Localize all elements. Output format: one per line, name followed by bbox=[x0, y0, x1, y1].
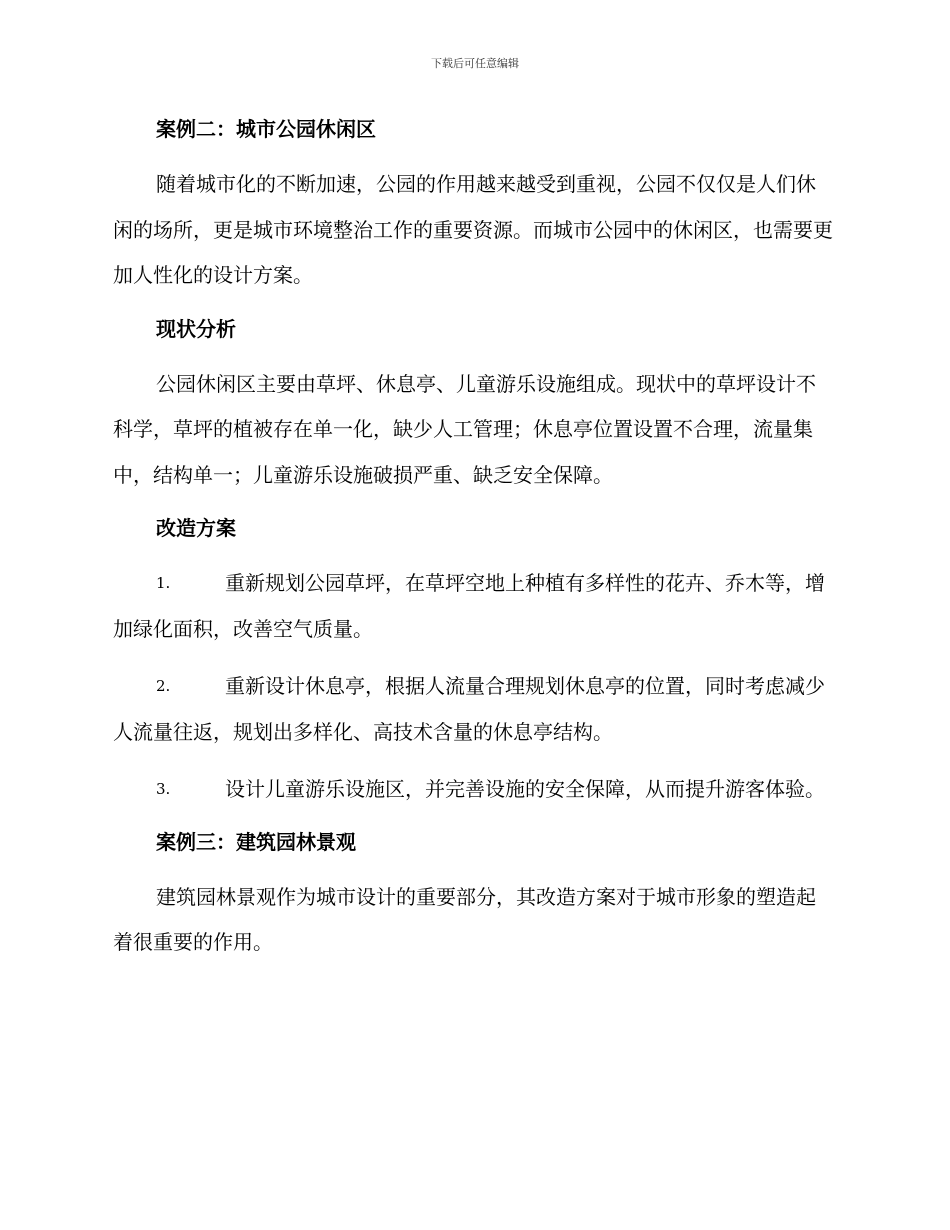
list-item-text: 重新规划公园草坪，在草坪空地上种植有多样性的花卉、乔木等，增加绿化面积，改善空气质量。 bbox=[113, 571, 825, 641]
plan-list-item-2 bbox=[113, 664, 835, 755]
page-header-note: 下载后可任意编辑 bbox=[431, 57, 519, 70]
case2-intro: 随着城市化的不断加速，公园的作用越来越受到重视，公园不仅仅是人们休闲的场所，更是城市环境整治工作的重要资源。而城市公园中的休闲区，也需要更加人性化的设计方案。 bbox=[113, 172, 833, 287]
list-item-text: 重新设计休息亭，根据人流量合理规划休息亭的位置，同时考虑减少人流量往返，规划出多样化、高技术含量的休息亭结构。 bbox=[113, 674, 825, 744]
status-analysis-title: 现状分析 bbox=[156, 316, 236, 341]
list-number: 2. bbox=[156, 677, 171, 695]
plan-list-item-3 bbox=[113, 767, 835, 813]
case3-intro: 建筑园林景观作为城市设计的重要部分，其改造方案对于城市形象的塑造起着很重要的作用。 bbox=[113, 884, 816, 954]
list-item-text: 设计儿童游乐设施区，并完善设施的安全保障，从而提升游客体验。 bbox=[225, 777, 825, 801]
document-body bbox=[113, 112, 835, 979]
status-analysis-text: 公园休闲区主要由草坪、休息亭、儿童游乐设施组成。现状中的草坪设计不科学，草坪的植被存在单一化，缺少人工管理；休息亭位置设置不合理，流量集中，结构单一；儿童游乐设施破损严重、缺乏安全保障。 bbox=[113, 371, 816, 487]
case3-title: 案例三：建筑园林景观 bbox=[156, 829, 356, 854]
plan-list-item-1 bbox=[113, 561, 835, 652]
list-number: 3. bbox=[156, 780, 171, 798]
renovation-plan-title: 改造方案 bbox=[156, 516, 236, 540]
case2-title: 案例二：城市公园休闲区 bbox=[156, 117, 376, 141]
list-number: 1. bbox=[156, 574, 171, 592]
